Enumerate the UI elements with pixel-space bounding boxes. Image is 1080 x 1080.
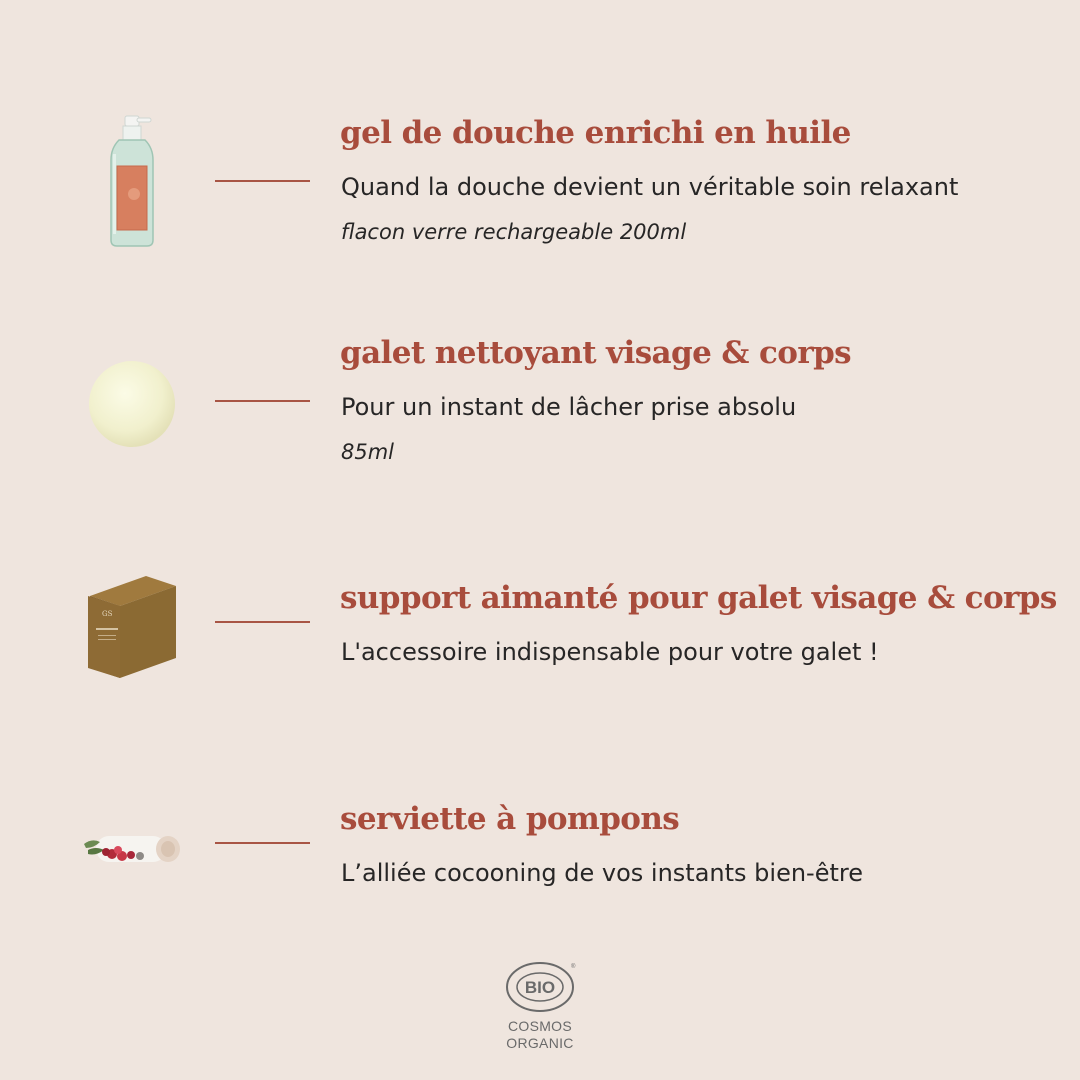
product-description: Quand la douche devient un véritable soin relaxant	[341, 173, 959, 201]
product-title: galet nettoyant visage & corps	[340, 335, 852, 371]
connector-line	[215, 842, 310, 844]
connector-line	[215, 400, 310, 402]
certification-label-line2: ORGANIC	[506, 1035, 574, 1051]
product-format: 85ml	[341, 440, 395, 464]
shower-gel-bottle-image	[103, 114, 159, 248]
svg-text:GS: GS	[102, 610, 113, 618]
connector-line	[215, 180, 310, 182]
product-description: L’alliée cocooning de vos instants bien-être	[341, 859, 863, 887]
product-title: serviette à pompons	[340, 801, 680, 837]
product-title: gel de douche enrichi en huile	[340, 115, 851, 151]
svg-text:BIO: BIO	[524, 978, 556, 997]
product-format: flacon verre rechargeable 200ml	[341, 220, 687, 244]
product-title: support aimanté pour galet visage & corps	[340, 580, 1057, 616]
magnetic-holder-box-image	[86, 572, 178, 682]
cosmebio-logo	[504, 960, 576, 1014]
pompom-towel-image	[82, 826, 182, 870]
cleansing-bar-image	[86, 358, 178, 450]
cosmos-organic-certification	[490, 960, 590, 1055]
product-description: L'accessoire indispensable pour votre galet !	[341, 638, 879, 666]
product-description: Pour un instant de lâcher prise absolu	[341, 393, 797, 421]
svg-text:®: ®	[571, 964, 576, 970]
certification-label-line1: COSMOS	[507, 1018, 573, 1034]
connector-line	[215, 621, 310, 623]
